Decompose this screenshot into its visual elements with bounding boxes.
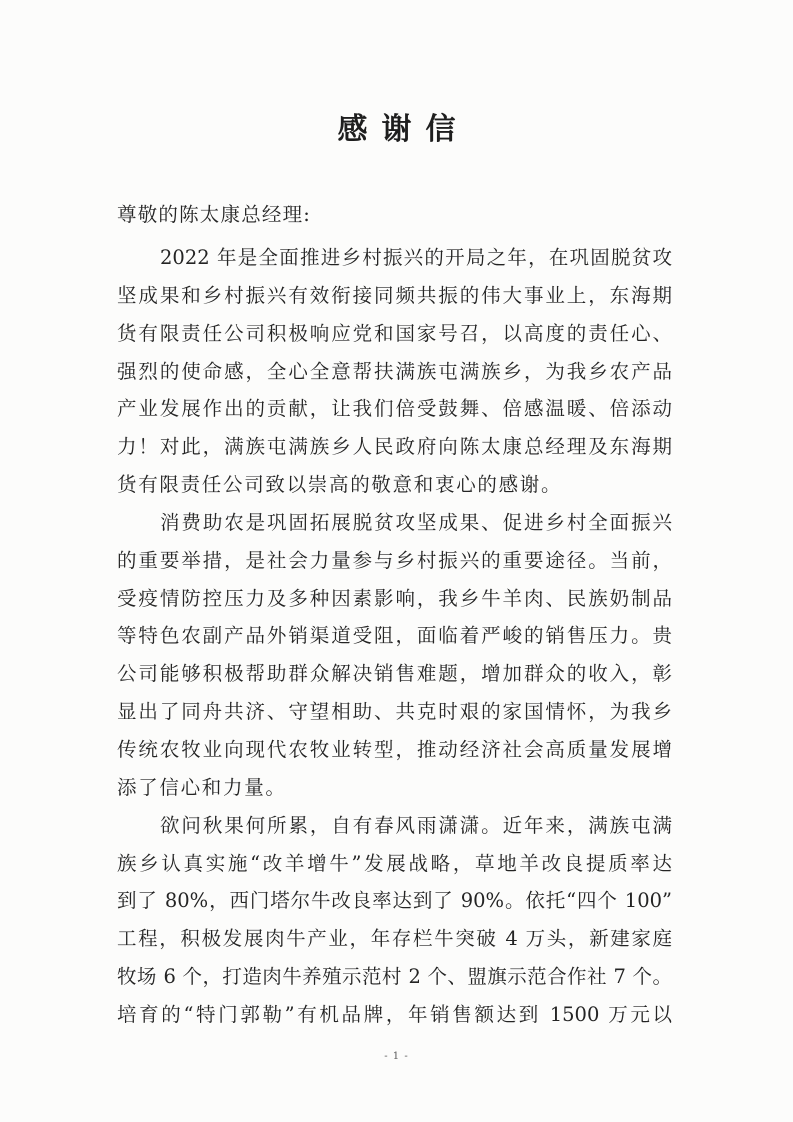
salutation: 尊敬的陈太康总经理: <box>117 203 312 226</box>
text-line: 消费助农是巩固拓展脱贫攻坚成果、促进乡村全面振兴 <box>160 510 672 534</box>
text-line: 培育的“特门郭勒”有机品牌，年销售额达到 1500 万元以 <box>117 1002 672 1026</box>
text-line: 牧场 6 个，打造肉牛养殖示范村 2 个、盟旗示范合作社 7 个。 <box>117 965 672 989</box>
text-line: 欲问秋果何所累，自有春风雨潇潇。近年来，满族屯满 <box>160 813 672 837</box>
text-line: 货有限责任公司致以崇高的敬意和衷心的感谢。 <box>117 473 563 497</box>
letter-title: 感谢信 <box>337 112 470 147</box>
page-number: - 1 - <box>384 1051 409 1062</box>
text-line: 2022 年是全面推进乡村振兴的开局之年，在巩固脱贫攻 <box>160 246 672 269</box>
text-line: 添了信心和力量。 <box>117 775 287 799</box>
paragraph-1 <box>117 239 672 504</box>
text-line: 工程，积极发展肉牛产业，年存栏牛突破 4 万头，新建家庭 <box>117 927 672 951</box>
text-line: 受疫情防控压力及多种因素影响，我乡牛羊肉、民族奶制品 <box>117 586 672 610</box>
text-line: 强烈的使命感，全心全意帮扶满族屯满族乡，为我乡农产品 <box>117 359 672 383</box>
letter-body <box>117 239 672 1034</box>
text-line: 力！对此，满族屯满族乡人民政府向陈太康总经理及东海期 <box>117 435 672 459</box>
text-line: 等特色农副产品外销渠道受阻，面临着严峻的销售压力。贵 <box>117 624 672 648</box>
text-line: 传统农牧业向现代农牧业转型，推动经济社会高质量发展增 <box>117 737 672 761</box>
paragraph-3 <box>117 807 672 1034</box>
paragraph-2 <box>117 504 672 807</box>
text-line: 到了 80%，西门塔尔牛改良率达到了 90%。依托“四个 100” <box>117 889 672 913</box>
text-line: 显出了同舟共济、守望相助、共克时艰的家国情怀，为我乡 <box>117 700 672 724</box>
text-line: 族乡认真实施“改羊增牛”发展战略，草地羊改良提质率达 <box>117 851 672 875</box>
text-line: 货有限责任公司积极响应党和国家号召，以高度的责任心、 <box>117 321 672 345</box>
text-line: 产业发展作出的贡献，让我们倍受鼓舞、倍感温暖、倍添动 <box>117 397 672 421</box>
text-line: 坚成果和乡村振兴有效衔接同频共振的伟大事业上，东海期 <box>117 283 672 307</box>
text-line: 的重要举措，是社会力量参与乡村振兴的重要途径。当前， <box>117 548 672 572</box>
text-line: 公司能够积极帮助群众解决销售难题，增加群众的收入，彰 <box>117 662 672 686</box>
